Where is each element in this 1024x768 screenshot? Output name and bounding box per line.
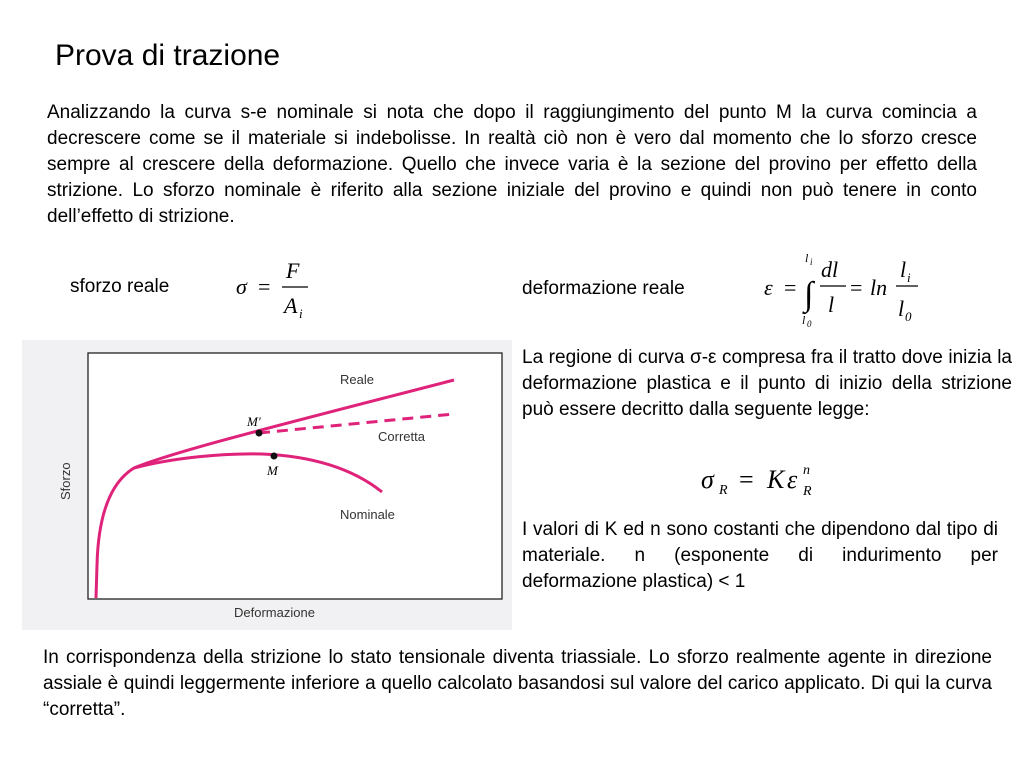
li-symbol: l: [900, 257, 907, 282]
true-stress-equation: [230, 252, 320, 324]
area-symbol: A: [284, 293, 298, 318]
true-stress-label: sforzo reale: [70, 276, 170, 297]
sigma-symbol: σ: [236, 274, 247, 299]
epsilon-r-symbol: ε: [787, 465, 798, 494]
corretta-label: Corretta: [378, 429, 425, 444]
true-strain-equation: [758, 248, 938, 332]
epsilon-symbol: ε: [764, 275, 773, 300]
l-symbol: l: [828, 292, 835, 317]
l0-symbol: l: [898, 296, 905, 321]
page-title: Prova di trazione: [55, 39, 281, 72]
li-subscript: i: [907, 270, 911, 285]
intro-paragraph: Analizzando la curva s-e nominale si nota che dopo il raggiungimento del punto M la curva comincia a decrescere come se il materiale si indebolisse. In realtà ciò non è vero dal momento che lo sforzo cresce sempre al crescere della deformazione. Quello che invece varia è la sezione del provino per effetto della strizione. Lo sforzo nominale è riferito alla sezione iniziale del provino e quindi non può tenere in conto dell’effetto di strizione.: [47, 102, 977, 227]
point-m: [271, 453, 278, 460]
equals-sign: =: [784, 275, 797, 300]
upper-limit: l: [805, 251, 809, 265]
plot-frame: [88, 353, 502, 599]
equals-sign-2: =: [850, 275, 863, 300]
lower-limit: l: [802, 313, 806, 327]
epsilon-r-subscript: R: [803, 484, 812, 499]
region-paragraph: La regione di curva σ-ε compresa fra il tratto dove inizia la deformazione plastica e il punto di inizio della strizione può essere decritto dalla seguente legge:: [522, 347, 1012, 420]
integral-sign: ∫: [804, 276, 814, 313]
stress-strain-figure: [22, 340, 512, 630]
ln-symbol: ln: [870, 275, 888, 300]
reale-label: Reale: [340, 372, 374, 387]
k-symbol: K: [767, 465, 785, 494]
dl-symbol: dl: [821, 257, 839, 282]
l0-subscript: 0: [905, 309, 912, 324]
equals-sign: =: [739, 465, 754, 494]
constants-paragraph: I valori di K ed n sono costanti che dipendono dal tipo di materiale. n (esponente di indurimento per deformazione plastica) < 1: [522, 519, 998, 592]
x-axis-label: Deformazione: [234, 605, 315, 620]
sigma-r-symbol: σ: [701, 465, 714, 494]
equals-sign: =: [258, 274, 271, 299]
point-m-prime: [256, 430, 263, 437]
m-label: M: [267, 463, 278, 478]
n-exponent: n: [803, 463, 810, 478]
lower-limit-sub: 0: [807, 319, 812, 329]
nominale-label: Nominale: [340, 507, 395, 522]
true-strain-label: deformazione reale: [522, 278, 685, 299]
force-symbol: F: [286, 258, 300, 283]
stress-strain-diagram: [22, 340, 512, 630]
m-prime-label: M': [247, 414, 261, 429]
hollomon-equation: [695, 458, 835, 502]
upper-limit-sub: i: [810, 257, 813, 267]
area-subscript: i: [299, 306, 303, 321]
sigma-r-subscript: R: [719, 483, 728, 498]
closing-paragraph: In corrispondenza della strizione lo stato tensionale diventa triassiale. Lo sforzo realmente agente in direzione assiale è quindi leggermente inferiore a quello calcolato basandosi sul valore del carico applicato. Di qui la curva “corretta”.: [43, 647, 992, 720]
y-axis-label: Sforzo: [58, 462, 73, 500]
